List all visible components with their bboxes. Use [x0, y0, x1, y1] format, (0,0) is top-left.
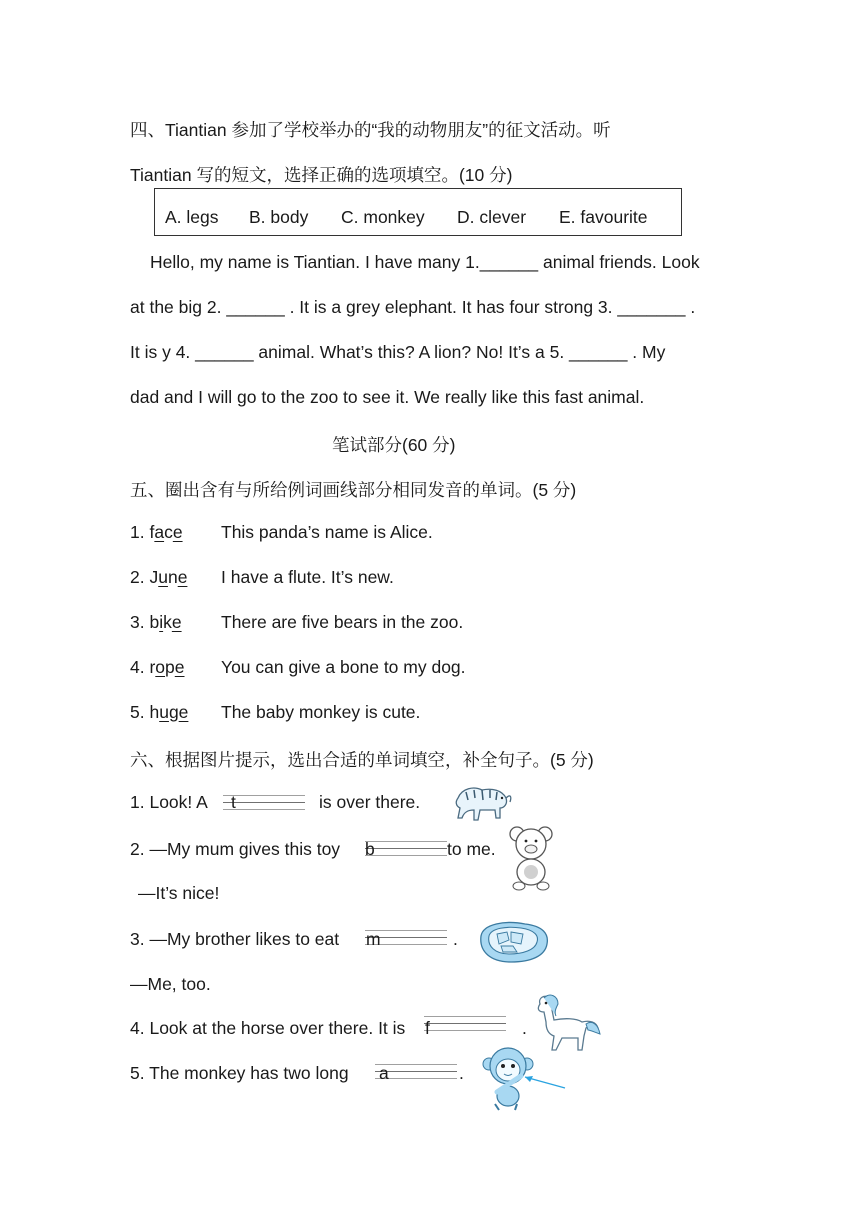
q2-text-after: to me. — [447, 839, 496, 859]
section4-heading-line1: 四、Tiantian 参加了学校举办的“我的动物朋友”的征文活动。听 — [130, 120, 611, 140]
q1-hint-letter: t — [231, 792, 236, 812]
q3-text-after: . — [453, 929, 458, 949]
option-d: D. clever — [457, 207, 527, 227]
q1-text-before: 1. Look! A — [130, 792, 208, 812]
phonics-word-5: 5. huge — [130, 702, 189, 722]
phonics-sentence-4: You can give a bone to my dog. — [221, 657, 466, 677]
meat-icon — [477, 918, 551, 966]
q2-answer-blank[interactable] — [365, 841, 447, 856]
monkey-icon — [483, 1046, 569, 1112]
phonics-sentence-2: I have a flute. It’s new. — [221, 567, 394, 587]
option-e: E. favourite — [559, 207, 648, 227]
section4-heading-line2: Tiantian 写的短文，选择正确的选项填空。(10 分) — [130, 165, 513, 185]
passage-line1: Hello, my name is Tiantian. I have many 1.______ animal friends. Look — [150, 252, 700, 272]
phonics-sentence-5: The baby monkey is cute. — [221, 702, 421, 722]
q5-hint-letter: a — [379, 1063, 389, 1083]
phonics-word-1: 1. face — [130, 522, 183, 542]
passage-line2: at the big 2. ______ . It is a grey elephant. It has four strong 3. _______ . — [130, 297, 696, 317]
q3-hint-letter: m — [366, 929, 381, 949]
q2-hint-letter: b — [365, 839, 375, 859]
written-part-title: 笔试部分(60 分) — [332, 435, 456, 455]
q4-text-before: 4. Look at the horse over there. It is — [130, 1018, 406, 1038]
q1-text-after: is over there. — [319, 792, 421, 812]
phonics-word-3: 3. bike — [130, 612, 182, 632]
q4-answer-blank[interactable] — [424, 1016, 506, 1031]
q5-text-after: . — [459, 1063, 464, 1083]
section5-heading: 五、圈出含有与所给例词画线部分相同发音的单词。(5 分) — [130, 480, 577, 500]
passage-line4: dad and I will go to the zoo to see it. We really like this fast animal. — [130, 387, 645, 407]
q4-hint-letter: f — [425, 1018, 430, 1038]
section6-heading: 六、根据图片提示，选出合适的单词填空，补全句子。(5 分) — [130, 750, 594, 770]
phonics-sentence-3: There are five bears in the zoo. — [221, 612, 464, 632]
q5-text-before: 5. The monkey has two long — [130, 1063, 349, 1083]
q3-reply: —Me, too. — [130, 974, 211, 994]
q2-text-before: 2. —My mum gives this toy — [130, 839, 341, 859]
option-a: A. legs — [165, 207, 219, 227]
q2-reply: —It’s nice! — [138, 883, 220, 903]
option-b: B. body — [249, 207, 309, 227]
q3-text-before: 3. —My brother likes to eat — [130, 929, 340, 949]
phonics-word-4: 4. rope — [130, 657, 185, 677]
option-c: C. monkey — [341, 207, 425, 227]
phonics-sentence-1: This panda’s name is Alice. — [221, 522, 433, 542]
q4-text-after: . — [522, 1018, 527, 1038]
passage-line3: It is y 4. ______ animal. What’s this? A lion? No! It’s a 5. ______ . My — [130, 342, 666, 362]
phonics-word-2: 2. June — [130, 567, 188, 587]
tiger-icon — [452, 778, 514, 824]
teddy-bear-icon — [505, 824, 557, 890]
